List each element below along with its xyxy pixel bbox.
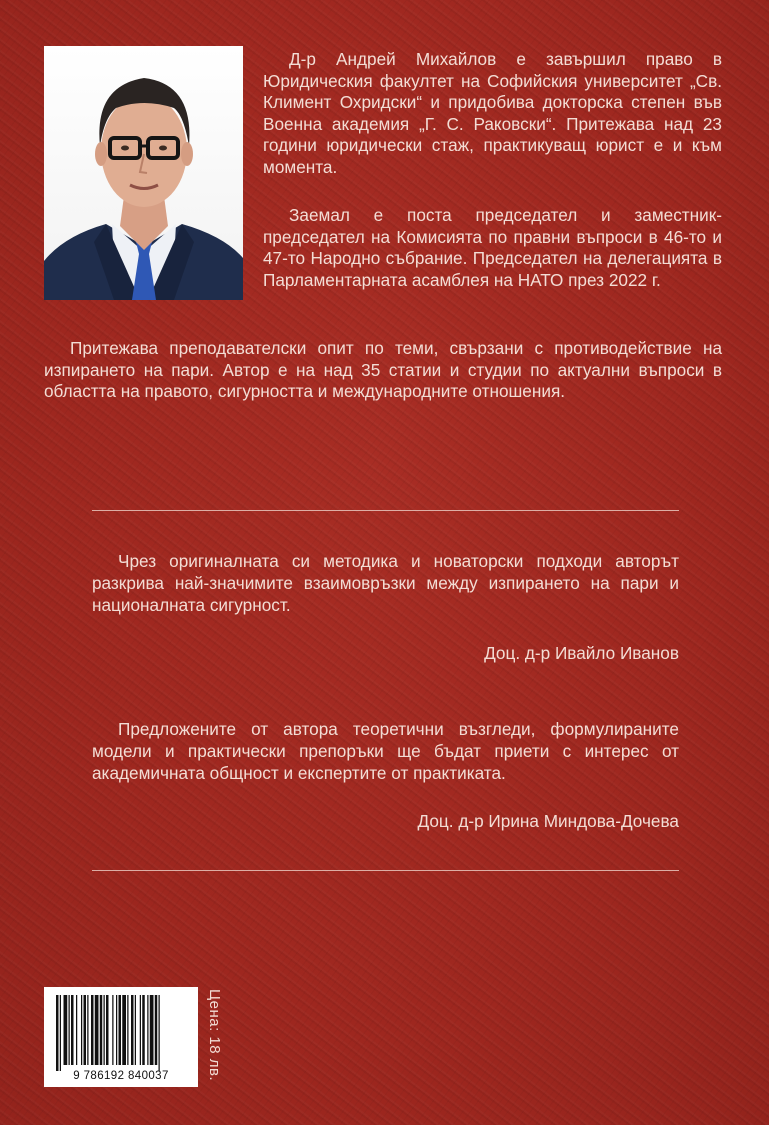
bio-paragraph-2: Заемал е поста председател и заместник-председател на Комисията по правни въпроси в 46-то и 47-то Народно събрание. Председател на делегацията в Парламентарната асамблея на НАТО през 2022 г. <box>263 205 722 290</box>
bio-paragraph-1: Д-р Андрей Михайлов е завършил право в Юридическия факултет на Софийския университет „Св. Климент Охридски“ и придобива докторска степен във Военна академия „Г. С. Раковски“. Притежава над 23 години юридически стаж, практикуващ юрист е и към момента. <box>263 49 722 177</box>
bio-paragraph-3: Притежава преподавателски опит по теми, свързани с противодействие на изпирането на пари. Автор е на над 35 статии и студии по актуални въпроси в областта на правото, сигурността и международните отношения. <box>44 338 722 402</box>
price-label: Цена: 18 лв. <box>206 989 223 1082</box>
barcode <box>44 987 198 1087</box>
barcode-bars <box>44 993 198 1073</box>
review-author-1: Доц. д-р Ивайло Иванов <box>484 643 679 663</box>
divider-bottom <box>92 870 679 871</box>
review-author-2: Доц. д-р Ирина Миндова-Дочева <box>417 811 679 831</box>
review-quote-2: Предложените от автора теоретични възгледи, формулираните модели и практически препоръки ще бъдат приети с интерес от академичната общност и експертите от практиката. <box>92 719 679 783</box>
review-quote-1: Чрез оригиналната си методика и новаторски подходи авторът разкрива най-значимите взаимовръзки между изпирането на пари и националната сигурност. <box>92 551 679 615</box>
divider-top <box>92 510 679 511</box>
author-photo <box>44 46 243 300</box>
barcode-number: 9 786192 840037 <box>73 1070 169 1082</box>
